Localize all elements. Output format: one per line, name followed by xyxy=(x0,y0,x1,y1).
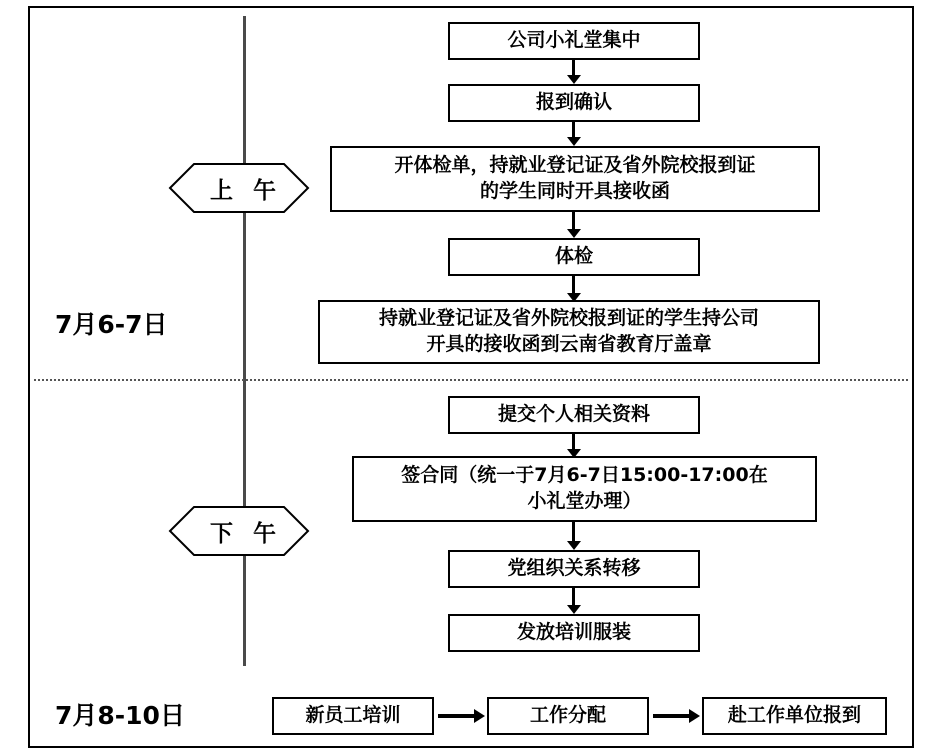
step-box-training-uniform[interactable]: 发放培训服装 xyxy=(448,614,700,652)
arrow-1 xyxy=(567,60,581,84)
banner-morning xyxy=(168,162,310,214)
day-label-july-6-7: 7月6-7日 xyxy=(55,310,168,339)
step-box-submit-documents[interactable]: 提交个人相关资料 xyxy=(448,396,700,434)
step-box-medical-form-line1: 开体检单，持就业登记证及省外院校报到证 xyxy=(394,154,756,177)
step-box-report-to-workplace[interactable]: 赴工作单位报到 xyxy=(702,697,887,735)
step-box-job-assignment[interactable]: 工作分配 xyxy=(487,697,649,735)
arrow-4 xyxy=(567,276,581,302)
day-label-july-8-10: 7月8-10日 xyxy=(55,701,185,730)
step-box-sign-contract[interactable] xyxy=(352,456,817,522)
banner-afternoon xyxy=(168,505,310,557)
step-box-assembly[interactable]: 公司小礼堂集中 xyxy=(448,22,700,60)
banner-afternoon-label: 下 午 xyxy=(209,520,282,547)
arrow-7 xyxy=(567,588,581,614)
step-box-education-dept-stamp-line2: 开具的接收函到云南省教育厅盖章 xyxy=(426,333,712,355)
step-box-education-dept-stamp-line1: 持就业登记证及省外院校报到证的学生持公司 xyxy=(378,307,759,330)
step-box-sign-contract-line2: 小礼堂办理） xyxy=(527,490,642,512)
banner-morning-label: 上 午 xyxy=(209,177,282,204)
step-box-medical-form[interactable] xyxy=(330,146,820,212)
step-box-new-employee-training[interactable]: 新员工培训 xyxy=(272,697,434,735)
step-box-education-dept-stamp[interactable] xyxy=(318,300,820,364)
step-box-party-transfer[interactable]: 党组织关系转移 xyxy=(448,550,700,588)
arrow-9 xyxy=(653,709,701,723)
arrow-6 xyxy=(567,522,581,550)
morning-afternoon-divider xyxy=(34,379,908,381)
step-box-check-in[interactable]: 报到确认 xyxy=(448,84,700,122)
arrow-3 xyxy=(567,212,581,238)
step-box-physical-exam[interactable]: 体检 xyxy=(448,238,700,276)
arrow-8 xyxy=(438,709,486,723)
arrow-5 xyxy=(567,434,581,458)
step-box-medical-form-line2: 的学生同时开具接收函 xyxy=(479,180,670,202)
step-box-sign-contract-line1: 签合同（统一于7月6-7日15:00-17:00在 xyxy=(401,464,768,487)
timeline-spine xyxy=(243,16,246,666)
arrow-2 xyxy=(567,122,581,146)
